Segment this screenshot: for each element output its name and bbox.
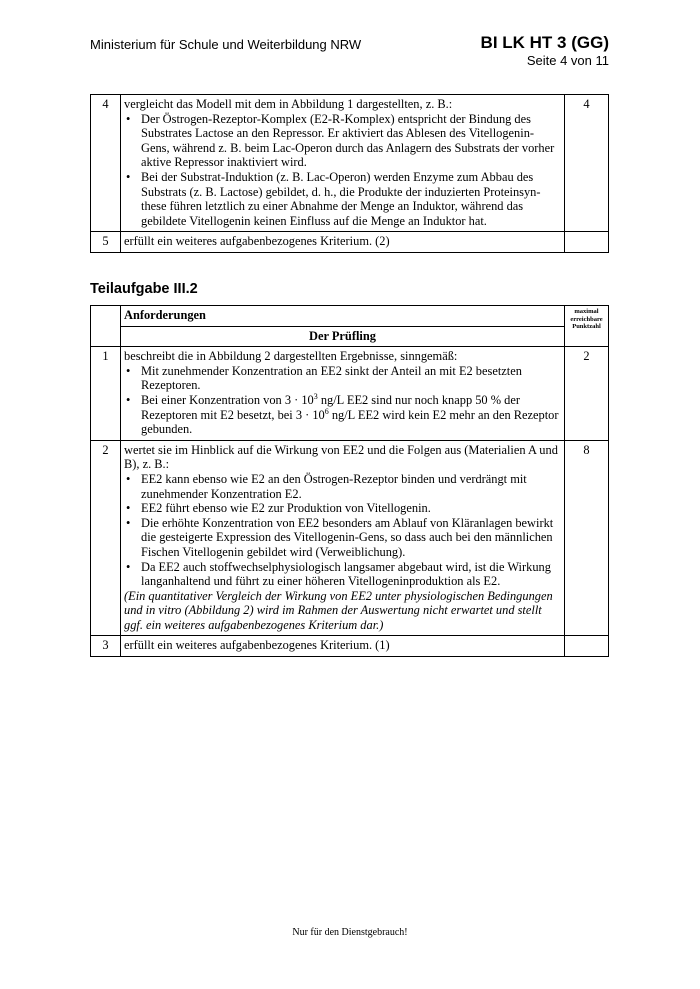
table-row (91, 95, 609, 232)
page-header-right (481, 33, 609, 68)
row-number: 5 (91, 232, 121, 253)
requirement-text: erfüllt ein weiteres aufgabenbezogenes Kriterium. (1) (121, 636, 565, 657)
criteria-table (90, 305, 609, 657)
points-cell (565, 636, 609, 657)
points-cell: 2 (565, 347, 609, 441)
list-item: • Bei einer Konzentration von $3 \cdot 10^3$ ng/L EE2 sind nur noch knapp 50 % der Rezeptoren mit E2 besetzt, bei $3 \cdot 10^6$ ng/L EE2 wird kein E2 mehr an den Rezeptor gebunden. (124, 393, 561, 437)
row-number: 2 (91, 440, 121, 636)
list-item: • Mit zunehmender Konzentration an EE2 sinkt der Anteil an mit E2 besetzten Rezeptoren. (124, 364, 561, 393)
table-header-row (91, 326, 609, 347)
list-item: • Der Östrogen-Rezeptor-Komplex (E2-R-Komplex) entspricht der Bindung des Substrates Lactose an den Repressor. Er aktiviert das Ablesen des Vitellogenin-Gens, während z. B. beim Lac-Operon durch das Anlagern des Substrats der vorher aktive Repressor inaktiviert wird. (124, 112, 561, 170)
requirement-text (121, 95, 565, 232)
evaluation-note: (Ein quantitativer Vergleich der Wirkung von EE2 unter physiologischen Bedingungen und in vitro (Abbildung 2) wird im Rahmen der Auswertung nicht erwartet und stellt ggf. ein weiteres aufgabenbezogenes Kriterium dar.) (124, 588, 553, 632)
requirement-intro: wertet sie im Hinblick auf die Wirkung von EE2 und die Folgen aus (Materialien A und B), z. B.: (124, 442, 558, 472)
list-item: • Die erhöhte Konzentration von EE2 besonders am Ablauf von Kläranlagen bewirkt die gesteigerte Expression des Vitellogenin-Gens, so dass auch bei den männlichen Fischen Vitellogenin gebildet wird (Verweiblichung). (124, 516, 561, 560)
row-number: 3 (91, 636, 121, 657)
footer-note: Nur für den Dienstgebrauch! (292, 927, 408, 938)
max-points-header: maximal erreichbare Punktzahl (565, 306, 609, 347)
requirement-text (121, 440, 565, 636)
empty-header-cell (91, 306, 121, 347)
row-number: 4 (91, 95, 121, 232)
list-item: • EE2 führt ebenso wie E2 zur Produktion von Vitellogenin. (124, 501, 561, 516)
table-row (91, 440, 609, 636)
page-number: Seite 4 von 11 (526, 53, 609, 68)
table-header-row (91, 306, 609, 327)
bullet-list (124, 112, 561, 229)
list-item: • EE2 kann ebenso wie E2 an den Östrogen-Rezeptor binden und verdrängt mit zunehmender Konzentration E2. (124, 472, 561, 501)
list-item: • Da EE2 auch stoffwechselphysiologisch langsamer abgebaut wird, ist die Wirkung langanhaltend und führt zu einer höheren Vitellogeninproduktion als E2. (124, 560, 561, 589)
points-cell (565, 232, 609, 253)
criteria-table-continued (90, 94, 609, 253)
requirement-text (121, 347, 565, 441)
requirement-text: erfüllt ein weiteres aufgabenbezogenes Kriterium. (2) (121, 232, 565, 253)
ministry-name: Ministerium für Schule und Weiterbildung NRW (90, 37, 362, 52)
points-cell: 4 (565, 95, 609, 232)
list-item: • Bei der Substrat-Induktion (z. B. Lac-Operon) werden Enzyme zum Abbau des Substrats (z. B. Lactose) gebildet, d. h., die Produkte der induzierten Proteinsynthese führen letztlich zu einer Abnahme der Menge an Induktor, während das gebildete Vitellogenin keinen Einfluss auf die Menge an Induktor hat. (124, 170, 561, 228)
table-row (91, 232, 609, 253)
bullet-list (124, 472, 561, 589)
bullet-list (124, 364, 561, 437)
row-number: 1 (91, 347, 121, 441)
table-row (91, 636, 609, 657)
section-title: Teilaufgabe III.2 (90, 281, 198, 297)
table-row (91, 347, 609, 441)
points-cell: 8 (565, 440, 609, 636)
exam-code: BI LK HT 3 (GG) (480, 33, 609, 52)
requirements-header: Anforderungen (121, 306, 565, 327)
requirement-intro: vergleicht das Modell mit dem in Abbildung 1 dargestellten, z. B.: (124, 97, 453, 111)
requirement-intro: beschreibt die in Abbildung 2 dargestellten Ergebnisse, sinngemäß: (124, 349, 458, 364)
pruefling-header: Der Prüfling (121, 326, 565, 347)
